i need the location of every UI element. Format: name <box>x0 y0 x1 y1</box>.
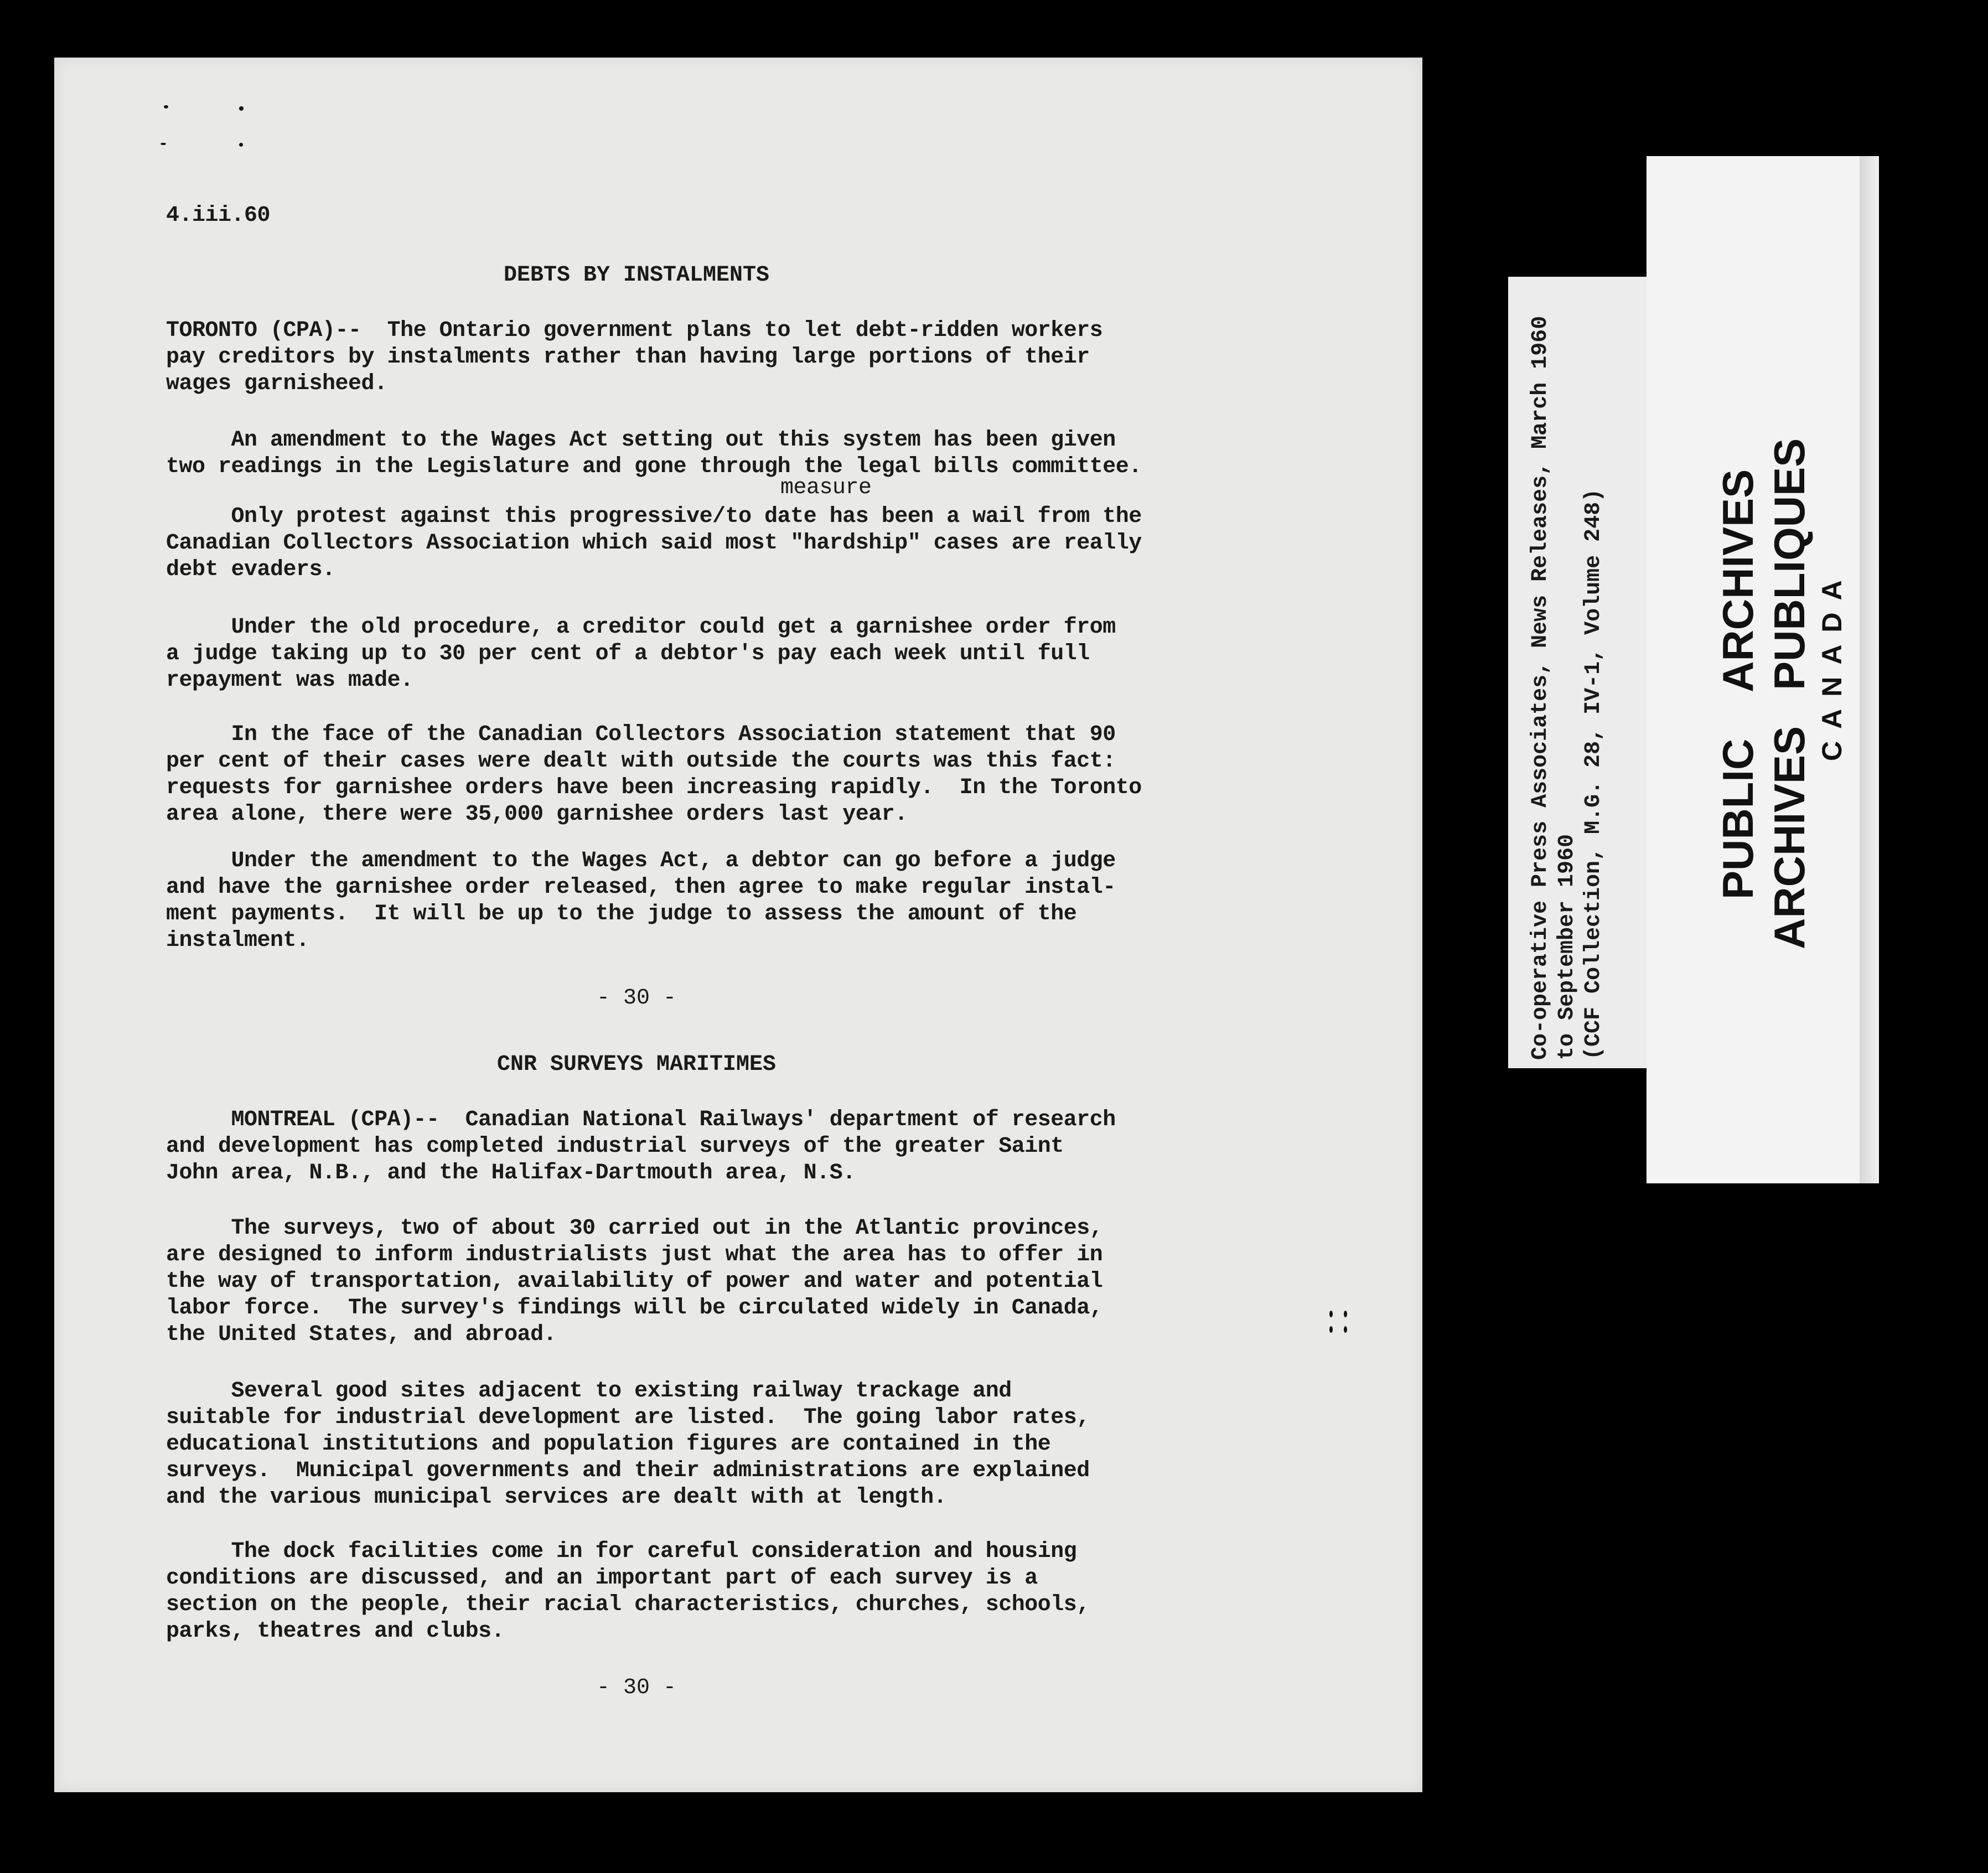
story2-paragraph: MONTREAL (CPA)-- Canadian National Railways' department of research and development has completed industrial surveys of the greater Saint John area, N.B., and the Halifax-Dartmouth area, N.S. <box>166 1108 1116 1186</box>
film-speck <box>1344 1326 1347 1333</box>
film-speck <box>1329 1311 1333 1317</box>
story2-headline: CNR SURVEYS MARITIMES <box>496 1052 776 1077</box>
story2-page-number: - 30 - <box>596 1675 677 1700</box>
film-speck <box>1344 1311 1347 1317</box>
film-speck <box>161 143 166 145</box>
story1-paragraph: An amendment to the Wages Act setting out this system has been given two readings in the Legislature and gone through the legal bills committee. <box>166 428 1142 479</box>
story2-paragraph: The dock facilities come in for careful consideration and housing conditions are discussed, and an important part of each survey is a section on the people, their racial characteristics, churches, schools, parks, theatres and clubs. <box>166 1539 1090 1644</box>
story2-paragraph: The surveys, two of about 30 carried out in the Atlantic provinces, are designed to inform industrialists just what the area has to offer in the way of transportation, availability of power and water and potential labor force. The survey's findings will be circulated widely in Canada, the United States, and abroad. <box>166 1216 1103 1347</box>
film-speck <box>239 106 244 111</box>
handwritten-insert: measure <box>780 475 872 500</box>
film-speck <box>239 143 243 147</box>
story1-paragraph: TORONTO (CPA)-- The Ontario government plans to let debt-ridden workers pay creditors by instalments rather than having large portions of their wages garnisheed. <box>166 318 1103 396</box>
stamp-line-archives-publiques: ARCHIVES PUBLIQUES <box>1765 438 1814 949</box>
story1-page-number: - 30 - <box>596 986 677 1011</box>
story1-paragraph: Only protest against this progressive/to date has been a wail from the Canadian Collectors Association which said most "hardship" cases are really debt evaders. <box>166 504 1142 582</box>
document-date: 4.iii.60 <box>166 203 271 228</box>
story1-paragraph: In the face of the Canadian Collectors Association statement that 90 per cent of their cases were dealt with outside the courts was this fact: requests for garnishee orders have been increasing rapidly. In the Toronto area alone, there were 35,000 garnishee orders last year. <box>166 722 1142 827</box>
story1-paragraph: Under the amendment to the Wages Act, a debtor can go before a judge and have the garnishee order released, then agree to make regular instal- ment payments. It will be up to the judge to assess the amount of the instalment. <box>166 848 1116 953</box>
stamp-line-canada: CANADA <box>1816 568 1847 761</box>
story1-headline: DEBTS BY INSTALMENTS <box>503 263 770 288</box>
archive-reference-text: Co-operative Press Associates, News Releases, March 1960 to September 1960 (CCF Collection, M.G. 28, IV-1, Volume 248) <box>1528 315 1606 1060</box>
story2-paragraph: Several good sites adjacent to existing railway trackage and suitable for industrial development are listed. The going labor rates, educational institutions and population figures are contained in the surveys. Municipal governments and their administrations are explained and the various municipal services are dealt with at length. <box>166 1379 1090 1510</box>
story1-paragraph: Under the old procedure, a creditor could get a garnishee order from a judge taking up to 30 per cent of a debtor's pay each week until full repayment was made. <box>166 615 1116 693</box>
film-speck <box>1329 1326 1333 1333</box>
film-speck <box>164 105 168 108</box>
stamp-line-public-archives: PUBLIC ARCHIVES <box>1713 469 1762 899</box>
stamp-card-fold <box>1860 156 1879 1183</box>
